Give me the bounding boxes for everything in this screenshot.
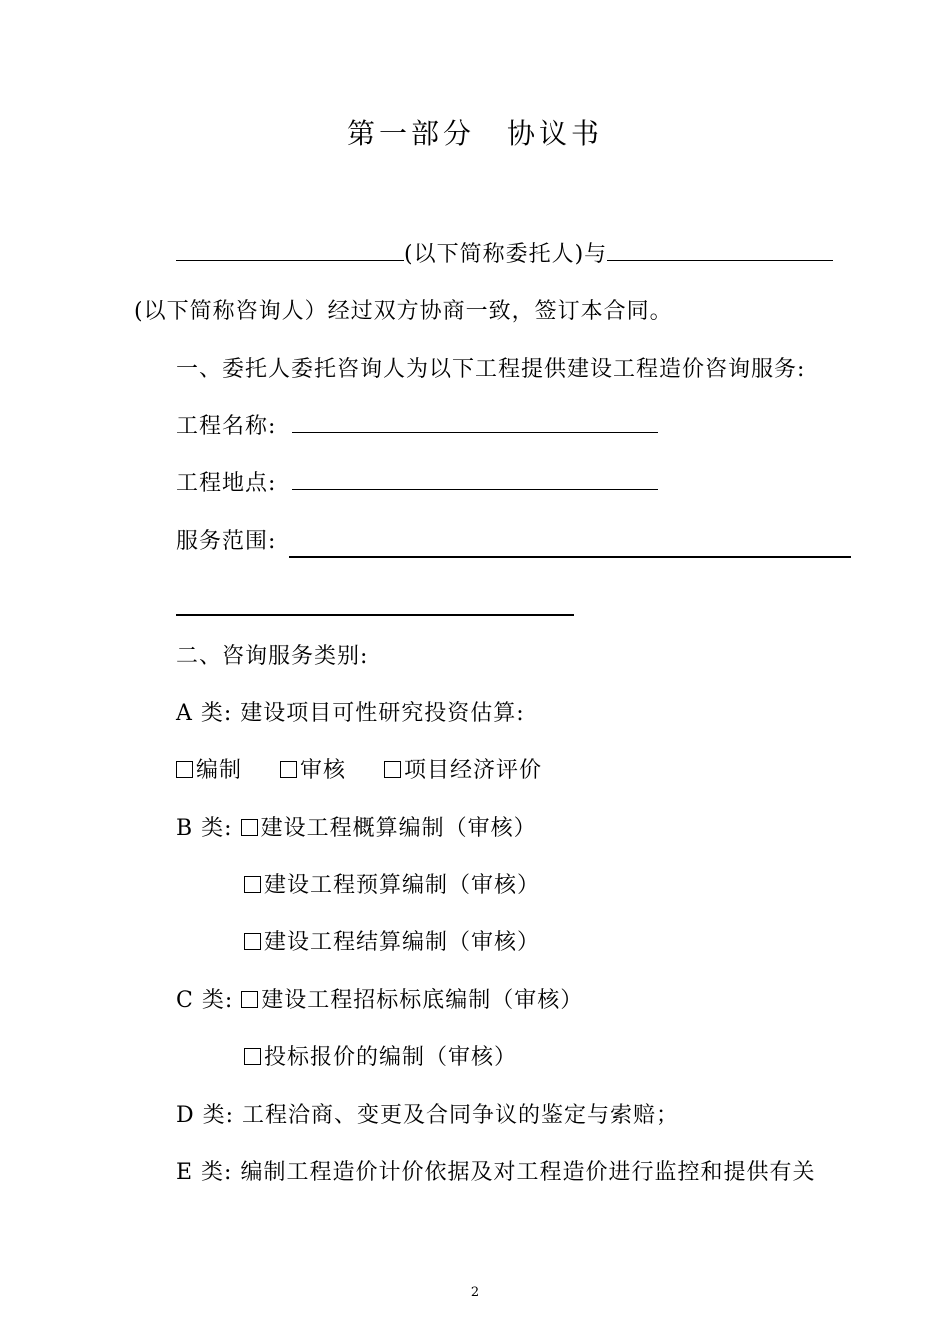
category-c-label: C 类: (176, 988, 234, 1013)
intro-line-1 (176, 240, 833, 270)
category-a-label: A 类: (176, 701, 233, 726)
option-economic-evaluation[interactable]: 项目经济评价 (384, 756, 542, 786)
checkbox-icon (244, 1048, 261, 1065)
category-b-item[interactable]: 建设工程概算编制（审核） (241, 816, 537, 841)
category-c-row (176, 986, 583, 1016)
page-title (0, 112, 950, 152)
checkbox-icon (176, 761, 193, 778)
project-location-row (176, 469, 658, 499)
project-name-label: 工程名称: (176, 414, 277, 439)
service-scope-rule-1 (289, 556, 851, 558)
category-e-text: 编制工程造价计价依据及对工程造价进行监控和提供有关 (240, 1160, 816, 1185)
title-part: 第一部分 (346, 117, 475, 150)
service-scope-rule-2 (176, 614, 574, 616)
intro-text-1: (以下简称委托人)与 (404, 242, 608, 267)
category-e-row (176, 1158, 815, 1188)
project-name-blank (292, 414, 658, 433)
category-a-row (176, 699, 525, 729)
category-c-item[interactable]: 投标报价的编制（审核） (244, 1043, 517, 1073)
category-a-text: 建设项目可性研究投资估算: (240, 701, 525, 726)
checkbox-icon (244, 933, 261, 950)
category-b-item[interactable]: 建设工程预算编制（审核） (244, 871, 540, 901)
clause1-heading: 一、委托人委托咨询人为以下工程提供建设工程造价咨询服务: (176, 357, 806, 382)
intro-line-2: (以下简称咨询人）经过双方协商一致，签订本合同。 (134, 299, 673, 324)
consultant-name-blank (607, 242, 833, 261)
category-e-label: E 类: (176, 1160, 233, 1185)
project-name-row (176, 412, 658, 442)
project-location-label: 工程地点: (176, 471, 277, 496)
category-d-text: 工程洽商、变更及合同争议的鉴定与索赔； (242, 1103, 680, 1128)
category-b-label: B 类: (176, 816, 233, 841)
checkbox-icon (280, 761, 297, 778)
category-b-row (176, 814, 537, 844)
checkbox-icon (241, 991, 258, 1008)
category-d-row (176, 1101, 679, 1131)
service-scope-label: 服务范围: (176, 529, 277, 554)
option-review[interactable]: 审核 (280, 756, 346, 786)
checkbox-icon (244, 876, 261, 893)
checkbox-icon (241, 819, 258, 836)
category-c-item[interactable]: 建设工程招标标底编制（审核） (241, 988, 583, 1013)
category-b-item[interactable]: 建设工程结算编制（审核） (244, 928, 540, 958)
category-d-label: D 类: (176, 1103, 235, 1128)
category-a-options (176, 756, 580, 786)
service-scope-row (176, 527, 276, 557)
page-number: 2 (470, 1285, 480, 1300)
client-name-blank (176, 242, 404, 261)
project-location-blank (292, 471, 658, 490)
checkbox-icon (384, 761, 401, 778)
option-compile[interactable]: 编制 (176, 756, 242, 786)
title-name: 协议书 (507, 117, 604, 150)
clause2-heading: 二、咨询服务类别: (176, 644, 369, 669)
